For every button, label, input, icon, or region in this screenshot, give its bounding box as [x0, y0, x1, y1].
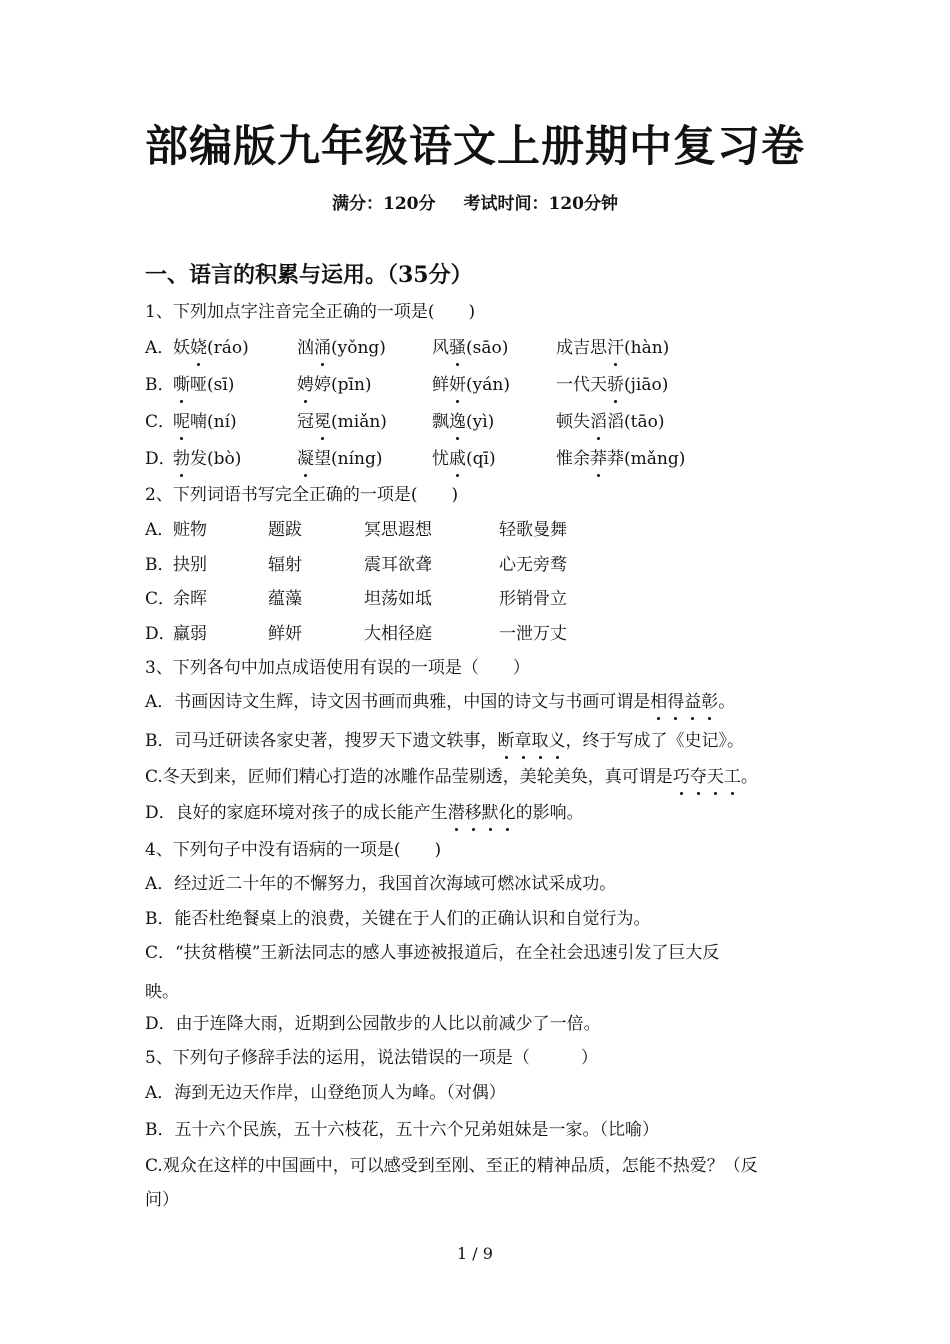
pinyin-item: [556, 446, 685, 472]
q4-stem: 4、下列句子中没有语病的一项是( ): [145, 840, 442, 860]
option-text-end: ，终于写成了《史记》。: [565, 731, 744, 751]
dotted-character: 勃: [173, 446, 190, 472]
dotted-character: 戚: [449, 446, 466, 472]
pinyin-item: [432, 409, 494, 435]
pinyin-item: [556, 409, 664, 435]
section-heading: 一、语言的积累与运用。（35分）: [145, 262, 473, 288]
option-text-end: 。: [740, 767, 758, 787]
dotted-character: 章: [515, 728, 532, 754]
dotted-character: 潜: [448, 800, 465, 826]
word-item: 心无旁骛: [499, 555, 567, 575]
pinyin-item: [173, 446, 241, 472]
q2-stem: 2、下列词语书写完全正确的一项是( ): [145, 485, 459, 505]
q1-stem: 1、下列加点字注音完全正确的一项是( ): [145, 302, 476, 322]
dotted-character: 莽: [590, 446, 607, 472]
pinyin-item: [173, 335, 249, 361]
item-suffix: 婷(pīn): [314, 375, 372, 395]
exam-time: 考试时间：120分钟: [463, 194, 618, 214]
q4-option-c: C．“扶贫楷模”王新法同志的感人事迹被报道后，在全社会迅速引发了巨大反: [145, 943, 720, 963]
q5-option-c: C.观众在这样的中国画中，可以感受到至刚、至正的精神品质，怎能不热爱？（反: [145, 1156, 758, 1176]
item-prefix: 惟余: [556, 449, 590, 469]
dotted-character: 益: [684, 689, 701, 715]
item-suffix: (yì): [466, 412, 495, 432]
word-item: 鲜妍: [268, 624, 302, 644]
option-text: B．司马迁研读各家史著，搜罗天下遗文轶事，: [145, 731, 498, 751]
document-title: 部编版九年级语文上册期中复习卷: [145, 122, 805, 172]
item-prefix: 风: [432, 338, 449, 358]
pinyin-item: [556, 372, 668, 398]
pinyin-item: [173, 372, 234, 398]
option-text-end: 的影响。: [515, 803, 584, 823]
dotted-character: 断: [498, 728, 515, 754]
pinyin-item: [297, 372, 372, 398]
item-prefix: 成吉思: [556, 338, 607, 358]
q4-option-a: A．经过近二十年的不懈努力，我国首次海域可燃冰试采成功。: [145, 874, 617, 894]
dotted-idiom: [448, 803, 516, 823]
dotted-character: 冕: [314, 409, 331, 435]
dotted-character: 呢: [173, 409, 190, 435]
dotted-character: 相: [650, 689, 667, 715]
full-score: 满分：120分: [332, 194, 436, 214]
item-prefix: 汹: [297, 338, 314, 358]
item-suffix: (ráo): [207, 338, 249, 358]
dotted-character: 天: [707, 764, 724, 790]
dotted-character: 得: [667, 689, 684, 715]
word-item: 赃物: [173, 520, 207, 540]
option-text: D．良好的家庭环境对孩子的成长能产生: [145, 803, 448, 823]
pinyin-item: [432, 372, 510, 398]
pinyin-item: [297, 409, 387, 435]
item-suffix: (miǎn): [331, 412, 387, 432]
item-prefix: 飘: [432, 412, 449, 432]
dotted-character: 娆: [190, 335, 207, 361]
dotted-character: 嘶: [173, 372, 190, 398]
q3-option: [145, 764, 758, 790]
word-item: 辐射: [268, 555, 302, 575]
page-number: 1 / 9: [457, 1244, 493, 1263]
option-text-end: 。: [718, 692, 736, 712]
option-label: D．: [145, 449, 176, 469]
option-label: B．: [145, 375, 175, 395]
item-suffix: 喃(ní): [190, 412, 237, 432]
word-item: 形销骨立: [499, 589, 567, 609]
word-item: 坦荡如坻: [364, 589, 432, 609]
item-suffix: 莽(mǎng): [607, 449, 686, 469]
q4-option-b: B．能否杜绝餐桌上的浪费，关键在于人们的正确认识和自觉行为。: [145, 909, 651, 929]
option-label: A．: [145, 338, 175, 358]
pinyin-item: [432, 446, 496, 472]
item-suffix: 哑(sī): [190, 375, 235, 395]
item-prefix: 妖: [173, 338, 190, 358]
item-suffix: 望(níng): [314, 449, 383, 469]
option-label: D．: [145, 624, 176, 644]
word-item: 羸弱: [173, 624, 207, 644]
option-label: A．: [145, 520, 175, 540]
item-suffix: 滔(tāo): [607, 412, 665, 432]
word-item: 大相径庭: [364, 624, 432, 644]
dotted-idiom: [673, 767, 741, 787]
item-suffix: (yǒng): [331, 338, 386, 358]
item-suffix: (hàn): [624, 338, 670, 358]
q3-option: [145, 728, 744, 754]
q5-stem: 5、下列句子修辞手法的运用，说法错误的一项是（ ）: [145, 1048, 598, 1068]
word-item: 题跋: [268, 520, 302, 540]
word-item: 蕴藻: [268, 589, 302, 609]
dotted-character: 夺: [690, 764, 707, 790]
dotted-character: 义: [549, 728, 566, 754]
dotted-idiom: [498, 731, 566, 751]
q4-option-d: D．由于连降大雨，近期到公园散步的人比以前减少了一倍。: [145, 1014, 601, 1034]
item-prefix: 顿失: [556, 412, 590, 432]
exam-info: [0, 192, 950, 216]
dotted-character: 妍: [449, 372, 466, 398]
dotted-character: 化: [499, 800, 516, 826]
option-text: A．书画因诗文生辉，诗文因书画而典雅，中国的诗文与书画可谓是: [145, 692, 651, 712]
option-label: B．: [145, 555, 175, 575]
dotted-character: 工: [724, 764, 741, 790]
dotted-character: 逸: [449, 409, 466, 435]
word-item: 冥思遐想: [364, 520, 432, 540]
item-suffix: (jiāo): [624, 375, 669, 395]
q5-option-a: A．海到无边天作岸，山登绝顶人为峰。（对偶）: [145, 1083, 506, 1103]
dotted-character: 凝: [297, 446, 314, 472]
dotted-character: 汗: [607, 335, 624, 361]
word-item: 震耳欲聋: [364, 555, 432, 575]
item-prefix: 鲜: [432, 375, 449, 395]
dotted-character: 移: [465, 800, 482, 826]
option-text: C.冬天到来，匠师们精心打造的冰雕作品莹剔透，美轮美奂，真可谓是: [145, 767, 673, 787]
pinyin-item: [297, 335, 386, 361]
item-suffix: (yán): [466, 375, 510, 395]
dotted-character: 默: [482, 800, 499, 826]
option-label: C．: [145, 412, 176, 432]
pinyin-item: [556, 335, 669, 361]
item-prefix: 忧: [432, 449, 449, 469]
item-suffix: (qī): [466, 449, 496, 469]
dotted-character: 涌: [314, 335, 331, 361]
pinyin-item: [432, 335, 508, 361]
q4-option-c-cont: 映。: [145, 982, 179, 1002]
dotted-idiom: [650, 692, 718, 712]
dotted-character: 彰: [701, 689, 718, 715]
dotted-character: 骄: [607, 372, 624, 398]
q3-stem: 3、下列各句中加点成语使用有误的一项是（ ）: [145, 658, 530, 678]
option-label: C．: [145, 589, 176, 609]
dotted-character: 骚: [449, 335, 466, 361]
word-item: 余晖: [173, 589, 207, 609]
word-item: 一泄万丈: [499, 624, 567, 644]
pinyin-item: [297, 446, 382, 472]
item-suffix: 发(bò): [190, 449, 242, 469]
dotted-character: 取: [532, 728, 549, 754]
pinyin-item: [173, 409, 237, 435]
word-item: 抉别: [173, 555, 207, 575]
item-suffix: (sāo): [466, 338, 509, 358]
q5-option-b: B．五十六个民族，五十六枝花，五十六个兄弟姐妹是一家。（比喻）: [145, 1120, 659, 1140]
dotted-character: 娉: [297, 372, 314, 398]
dotted-character: 巧: [673, 764, 690, 790]
q5-option-c-cont: 问）: [145, 1190, 179, 1210]
item-prefix: 一代天: [556, 375, 607, 395]
q3-option: [145, 800, 584, 826]
item-prefix: 冠: [297, 412, 314, 432]
word-item: 轻歌曼舞: [499, 520, 567, 540]
q3-option: [145, 689, 735, 715]
dotted-character: 滔: [590, 409, 607, 435]
